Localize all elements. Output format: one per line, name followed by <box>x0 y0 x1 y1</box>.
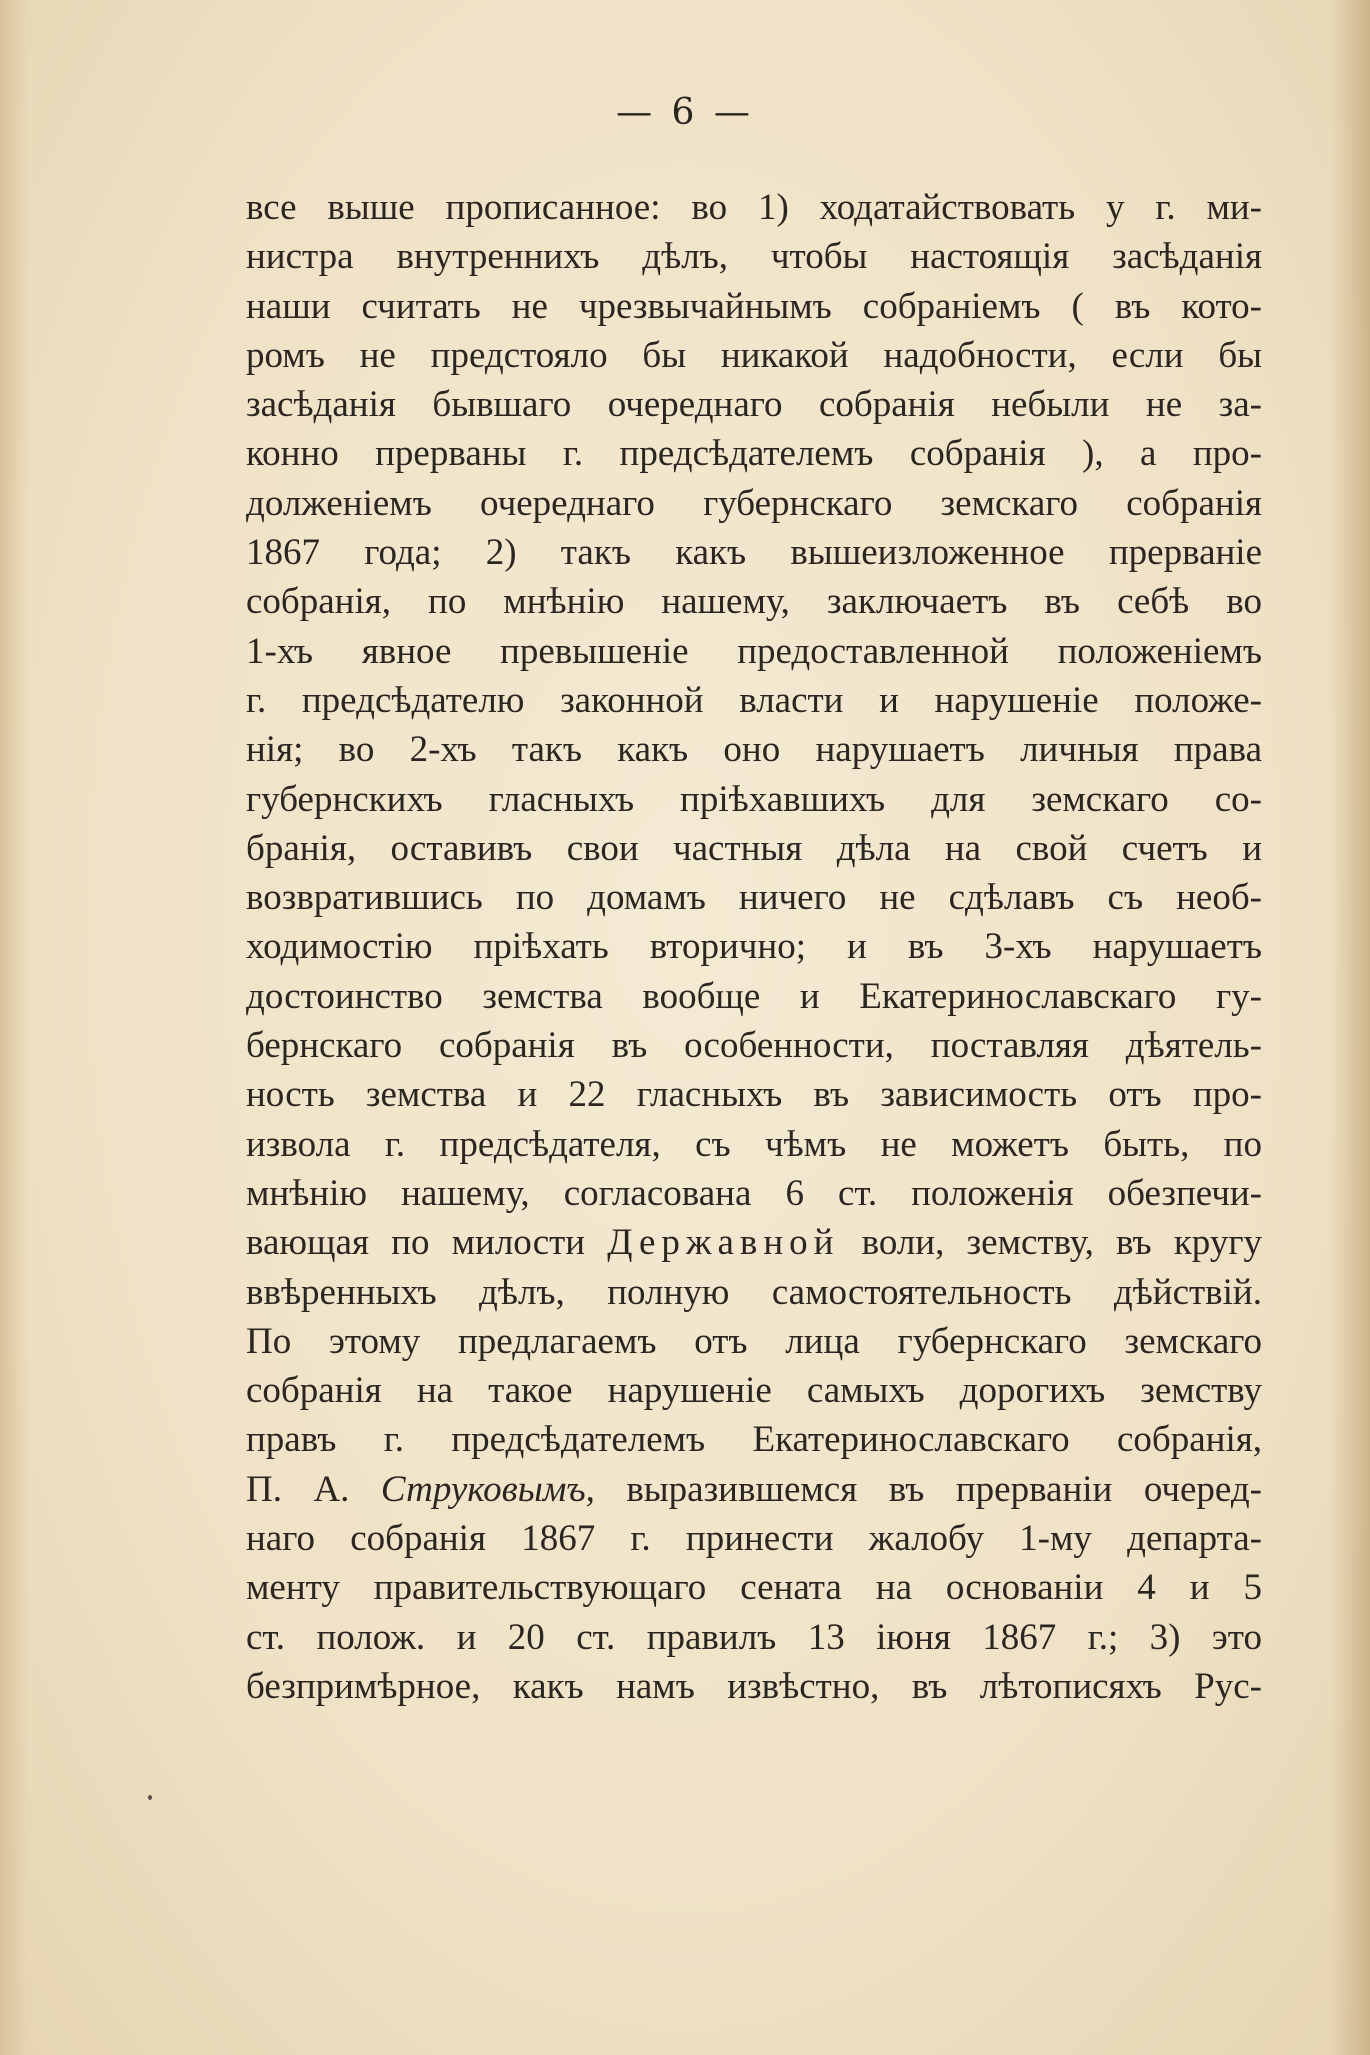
text-line: долженіемъ очереднаго губернскаго земскаго собранія <box>246 482 1262 524</box>
page-number: — 6 — <box>616 92 754 133</box>
text-segment: П. А. <box>246 1468 381 1510</box>
text-line: ввѣренныхъ дѣлъ, полную самостоятельность дѣйствій. <box>246 1271 1262 1313</box>
text-segment: воли, земству, въ кругу <box>839 1222 1262 1264</box>
text-line: ходимостію пріѣхать вторично; и въ 3-хъ нарушаетъ <box>246 926 1262 968</box>
text-segment: выразившемся въ прерваніи очеред- <box>594 1468 1262 1510</box>
text-line: бранія, оставивъ свои частныя дѣла на свой счетъ и <box>246 827 1262 869</box>
text-line: достоинство земства вообще и Екатеринославскаго гу- <box>246 975 1262 1017</box>
text-line: наго собранія 1867 г. принести жалобу 1-му департа- <box>246 1518 1262 1560</box>
text-line: собранія на такое нарушеніе самыхъ дорогихъ земству <box>246 1370 1262 1412</box>
text-line: правъ г. предсѣдателемъ Екатеринославскаго собранія, <box>246 1419 1262 1461</box>
text-line: губернскихъ гласныхъ пріѣхавшихъ для земскаго со- <box>246 778 1262 820</box>
text-line: 1867 года; 2) такъ какъ вышеизложенное прерваніе <box>246 532 1262 574</box>
text-line: конно прерваны г. предсѣдателемъ собранія ), а про- <box>246 433 1262 475</box>
text-line: наши считать не чрезвычайнымъ собраніемъ ( въ кото- <box>246 285 1262 327</box>
text-line: безпримѣрное, какъ намъ извѣстно, въ лѣтописяхъ Рус- <box>246 1665 1262 1707</box>
spaced-word: Державной <box>607 1222 840 1264</box>
text-line: бернскаго собранія въ особенности, поставляя дѣятель- <box>246 1025 1262 1067</box>
text-line: засѣданія бывшаго очереднаго собранія небыли не за- <box>246 384 1262 426</box>
text-line: По этому предлагаемъ отъ лица губернскаго земскаго <box>246 1320 1262 1362</box>
text-line: все выше прописанное: во 1) ходатайствовать у г. ми- <box>246 187 1262 228</box>
text-line: нія; во 2-хъ такъ какъ оно нарушаетъ личныя права <box>246 729 1262 771</box>
text-line: ромъ не предстояло бы никакой надобности, если бы <box>246 334 1262 376</box>
body-text <box>246 183 1262 1711</box>
text-line-mixed <box>246 1218 1262 1267</box>
ink-speck <box>148 1795 152 1800</box>
text-line: мнѣнію нашему, согласована 6 ст. положенія обезпечи- <box>246 1172 1262 1214</box>
text-line: нистра внутреннихъ дѣлъ, чтобы настоящія засѣданія <box>246 236 1262 278</box>
text-line: извола г. предсѣдателя, съ чѣмъ не можетъ быть, по <box>246 1123 1262 1165</box>
text-line: менту правительствующаго сената на основаніи 4 и 5 <box>246 1567 1262 1609</box>
text-line: собранія, по мнѣнію нашему, заключаетъ въ себѣ во <box>246 581 1262 623</box>
italic-name: Струковымъ, <box>380 1468 595 1510</box>
text-line: ность земства и 22 гласныхъ въ зависимость отъ про- <box>246 1074 1262 1116</box>
text-segment: вающая по милости <box>246 1222 608 1264</box>
text-line-mixed <box>246 1465 1262 1514</box>
text-line: 1-хъ явное превышеніе предоставленной положеніемъ <box>246 630 1262 672</box>
text-line: возвратившись по домамъ ничего не сдѣлавъ съ необ- <box>246 877 1262 919</box>
text-line: ст. полож. и 20 ст. правилъ 13 іюня 1867 г.; 3) это <box>246 1616 1262 1658</box>
text-line: г. предсѣдателю законной власти и нарушеніе положе- <box>246 679 1262 721</box>
